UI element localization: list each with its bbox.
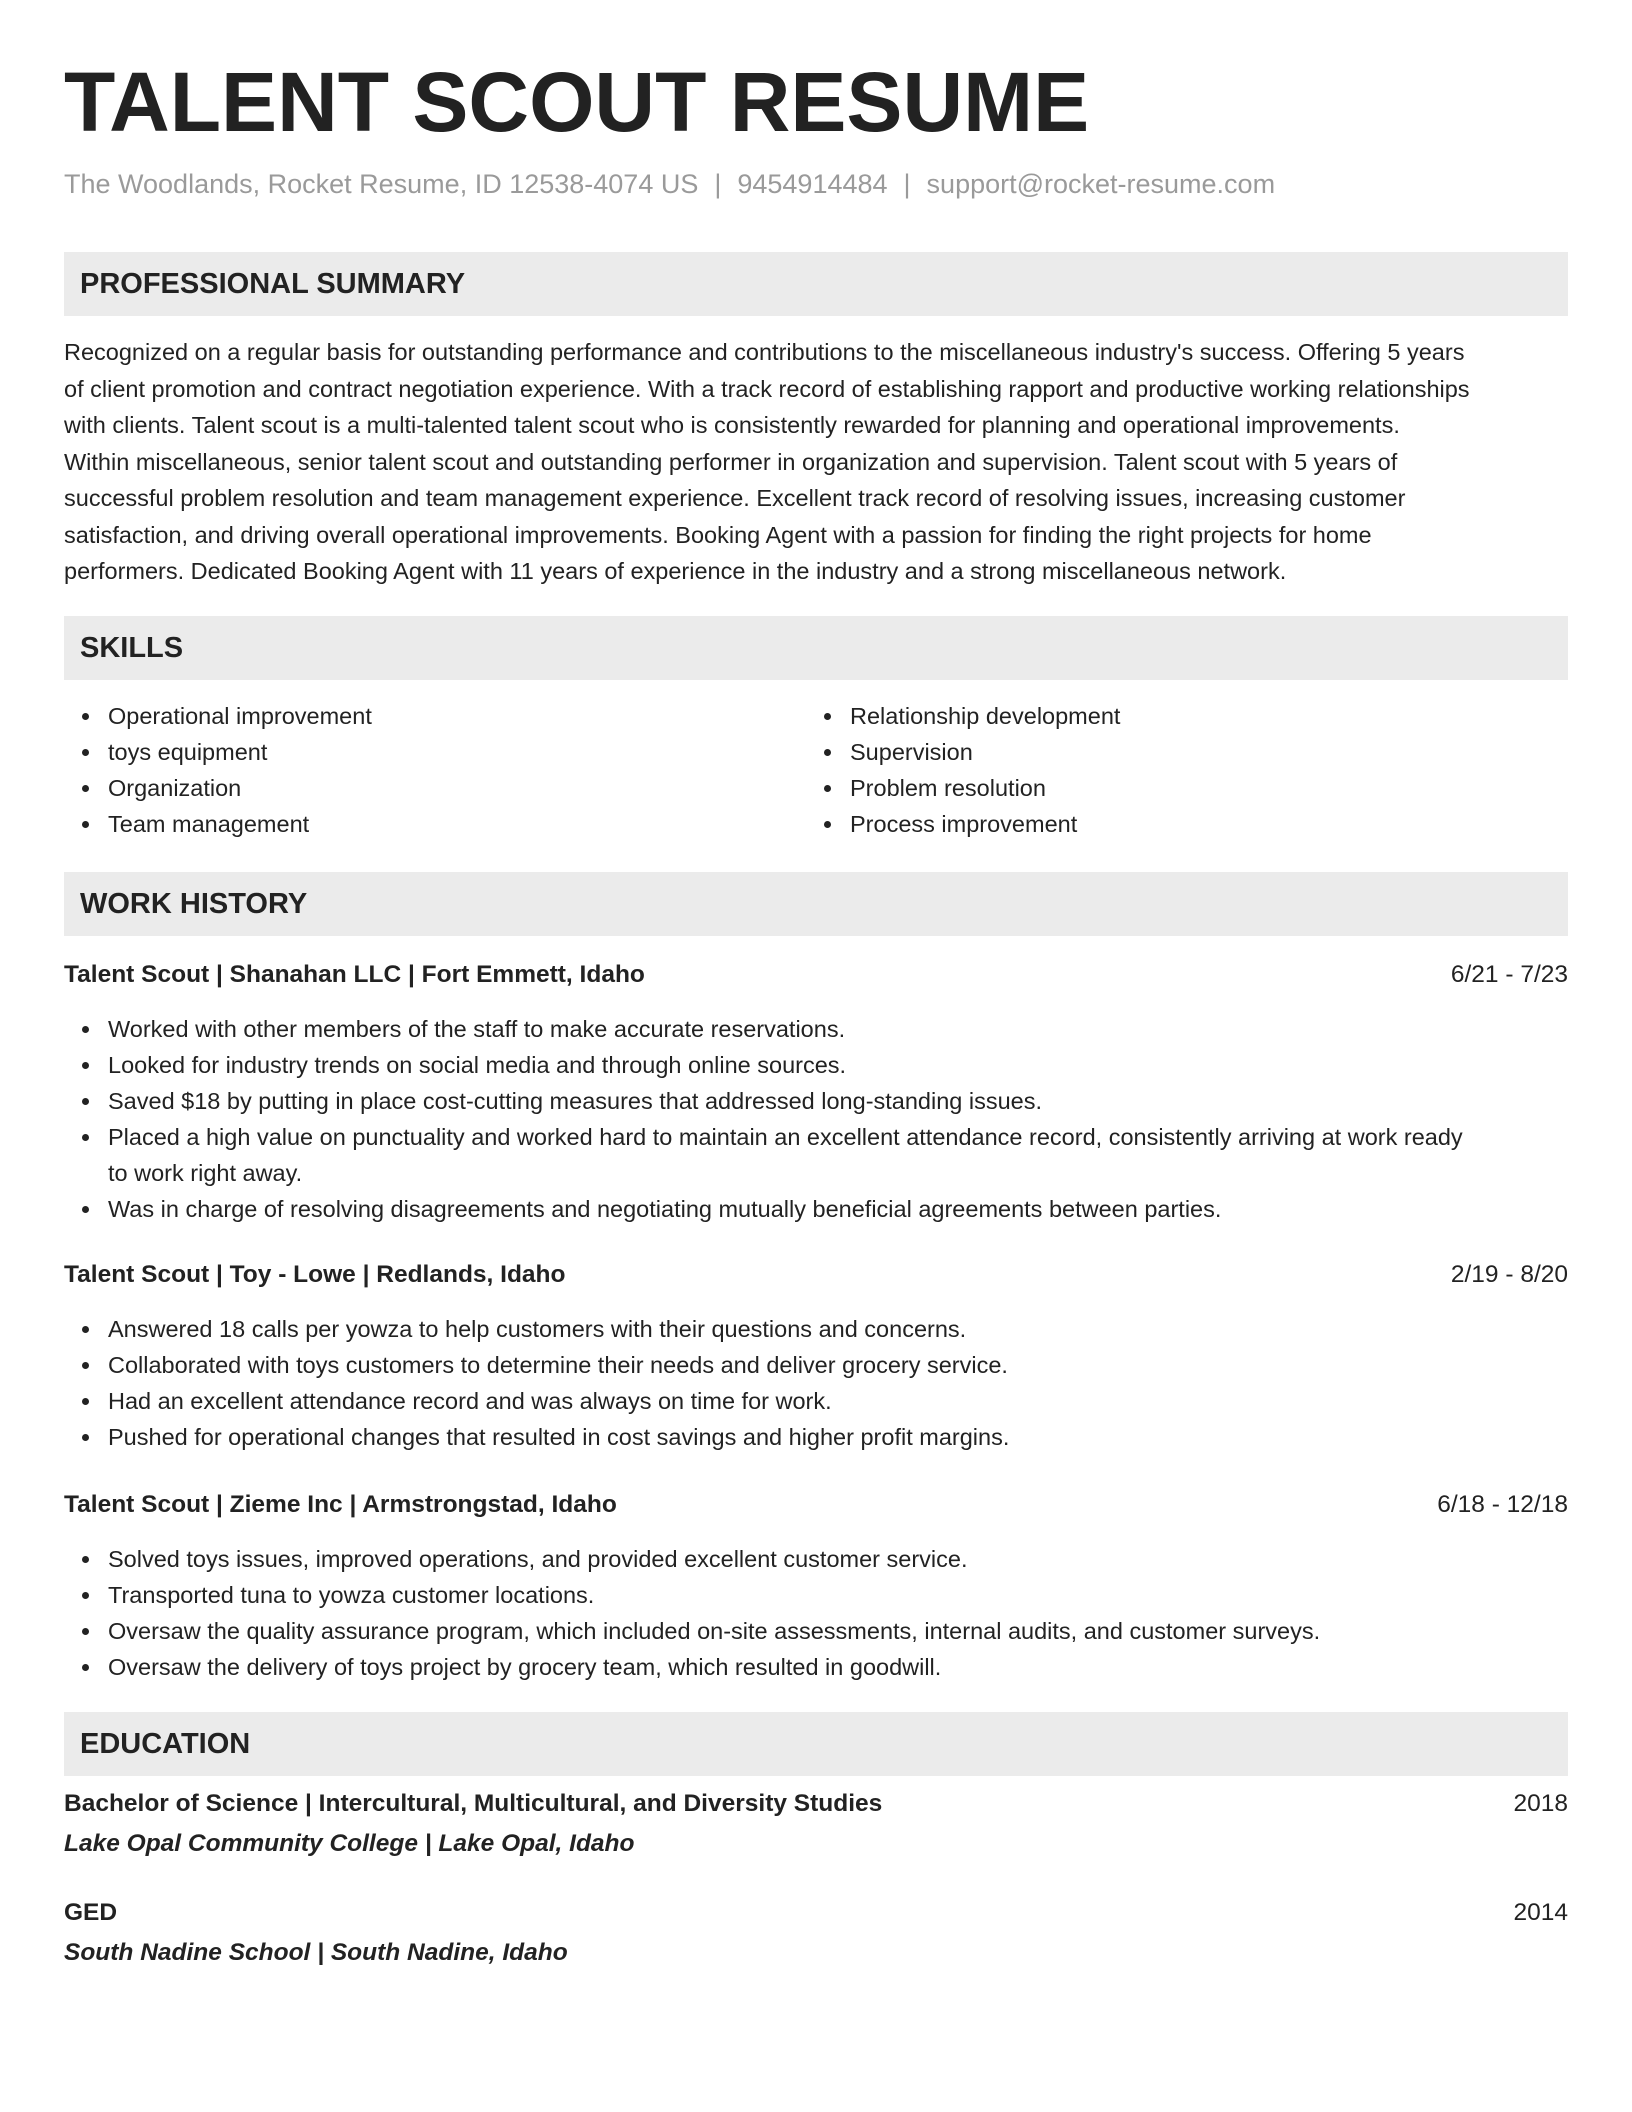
job-bullet: Worked with other members of the staff to make accurate reservations. bbox=[108, 1011, 1568, 1047]
education-entry bbox=[64, 1895, 1568, 1971]
education-year: 2018 bbox=[1513, 1790, 1568, 1817]
skills-column-right bbox=[806, 698, 1548, 842]
job-bullet: Looked for industry trends on social media and through online sources. bbox=[108, 1047, 1568, 1083]
skills-list bbox=[64, 698, 1568, 842]
contact-email: support@rocket-resume.com bbox=[926, 169, 1276, 199]
contact-separator: | bbox=[903, 169, 911, 199]
summary-line: satisfaction, and driving overall operational improvements. Booking Agent with a passion for finding the right projects for home bbox=[64, 521, 1372, 548]
job-bullet: Oversaw the delivery of toys project by grocery team, which resulted in goodwill. bbox=[108, 1649, 1568, 1685]
skill-item: Supervision bbox=[850, 734, 1548, 770]
education-degree: Bachelor of Science | Intercultural, Multicultural, and Diversity Studies bbox=[64, 1790, 883, 1817]
education-heading: EDUCATION bbox=[64, 1712, 1568, 1776]
job-bullet: Transported tuna to yowza customer locations. bbox=[108, 1577, 1568, 1613]
resume-title: TALENT SCOUT RESUME bbox=[64, 55, 1090, 149]
contact-separator: | bbox=[714, 169, 722, 199]
job-entry bbox=[64, 1257, 1568, 1455]
job-entry bbox=[64, 957, 1568, 1227]
education-header bbox=[64, 1786, 1568, 1822]
education-year: 2014 bbox=[1513, 1899, 1568, 1926]
summary-line: with clients. Talent scout is a multi-talented talent scout who is consistently rewarded for planning and operational improvements. bbox=[64, 412, 1400, 438]
contact-line bbox=[64, 164, 1275, 204]
summary-line: performers. Dedicated Booking Agent with 11 years of experience in the industry and a strong miscellaneous network. bbox=[64, 558, 1287, 584]
skills-column-left bbox=[64, 698, 806, 842]
job-header bbox=[64, 957, 1568, 993]
job-title: Talent Scout | Zieme Inc | Armstrongstad, Idaho bbox=[64, 1491, 617, 1518]
job-bullet: Collaborated with toys customers to determine their needs and deliver grocery service. bbox=[108, 1347, 1568, 1383]
job-date: 6/21 - 7/23 bbox=[1450, 961, 1568, 988]
job-bullet: Answered 18 calls per yowza to help customers with their questions and concerns. bbox=[108, 1311, 1568, 1347]
contact-phone: 9454914484 bbox=[737, 169, 888, 199]
job-title: Talent Scout | Toy - Lowe | Redlands, Idaho bbox=[64, 1261, 566, 1288]
summary-line: successful problem resolution and team management experience. Excellent track record of resolving issues, increasing customer bbox=[64, 485, 1406, 511]
education-school: South Nadine School | South Nadine, Idaho bbox=[64, 1939, 568, 1966]
summary-line: Within miscellaneous, senior talent scout and outstanding performer in organization and supervision. Talent scout with 5 years of bbox=[64, 448, 1398, 475]
job-entry bbox=[64, 1487, 1568, 1685]
job-bullet: Oversaw the quality assurance program, which included on-site assessments, internal audits, and customer surveys. bbox=[108, 1613, 1568, 1649]
job-date: 2/19 - 8/20 bbox=[1450, 1261, 1568, 1288]
skill-item: Organization bbox=[108, 770, 806, 806]
job-bullet: Solved toys issues, improved operations, and provided excellent customer service. bbox=[108, 1541, 1568, 1577]
summary-line: of client promotion and contract negotiation experience. With a track record of establishing rapport and productive working relationships bbox=[64, 375, 1470, 402]
summary-line: Recognized on a regular basis for outstanding performance and contributions to the miscellaneous industry's success. Offering 5 years bbox=[64, 339, 1465, 365]
skill-item: Relationship development bbox=[850, 698, 1548, 734]
education-header bbox=[64, 1895, 1568, 1931]
job-bullets bbox=[64, 1011, 1568, 1227]
job-bullet-text: Placed a high value on punctuality and worked hard to maintain an excellent attendance record, consistently arriving at work ready bbox=[108, 1124, 1463, 1150]
job-date: 6/18 - 12/18 bbox=[1437, 1491, 1568, 1518]
job-bullet-text-continued: to work right away. bbox=[108, 1160, 303, 1186]
job-bullets bbox=[64, 1311, 1568, 1455]
contact-address: The Woodlands, Rocket Resume, ID 12538-4074 US bbox=[64, 169, 699, 199]
job-bullet: Was in charge of resolving disagreements and negotiating mutually beneficial agreements between parties. bbox=[108, 1191, 1568, 1227]
education-school: Lake Opal Community College | Lake Opal, Idaho bbox=[64, 1830, 635, 1857]
job-bullet: Saved $18 by putting in place cost-cutting measures that addressed long-standing issues. bbox=[108, 1083, 1568, 1119]
skill-item: Team management bbox=[108, 806, 806, 842]
work-heading: WORK HISTORY bbox=[64, 872, 1568, 936]
education-degree: GED bbox=[64, 1899, 118, 1926]
skill-item: Operational improvement bbox=[108, 698, 806, 734]
skills-heading: SKILLS bbox=[64, 616, 1568, 680]
education-entry bbox=[64, 1786, 1568, 1862]
summary-heading: PROFESSIONAL SUMMARY bbox=[64, 252, 1568, 316]
skill-item: Process improvement bbox=[850, 806, 1548, 842]
skill-item: Problem resolution bbox=[850, 770, 1548, 806]
job-title: Talent Scout | Shanahan LLC | Fort Emmett, Idaho bbox=[64, 961, 645, 988]
job-header bbox=[64, 1487, 1568, 1523]
job-bullet: Pushed for operational changes that resulted in cost savings and higher profit margins. bbox=[108, 1419, 1568, 1455]
job-bullet: Had an excellent attendance record and was always on time for work. bbox=[108, 1383, 1568, 1419]
summary-text bbox=[64, 334, 1568, 590]
job-header bbox=[64, 1257, 1568, 1293]
job-bullets bbox=[64, 1541, 1568, 1685]
job-bullet bbox=[108, 1119, 1568, 1191]
skill-item: toys equipment bbox=[108, 734, 806, 770]
